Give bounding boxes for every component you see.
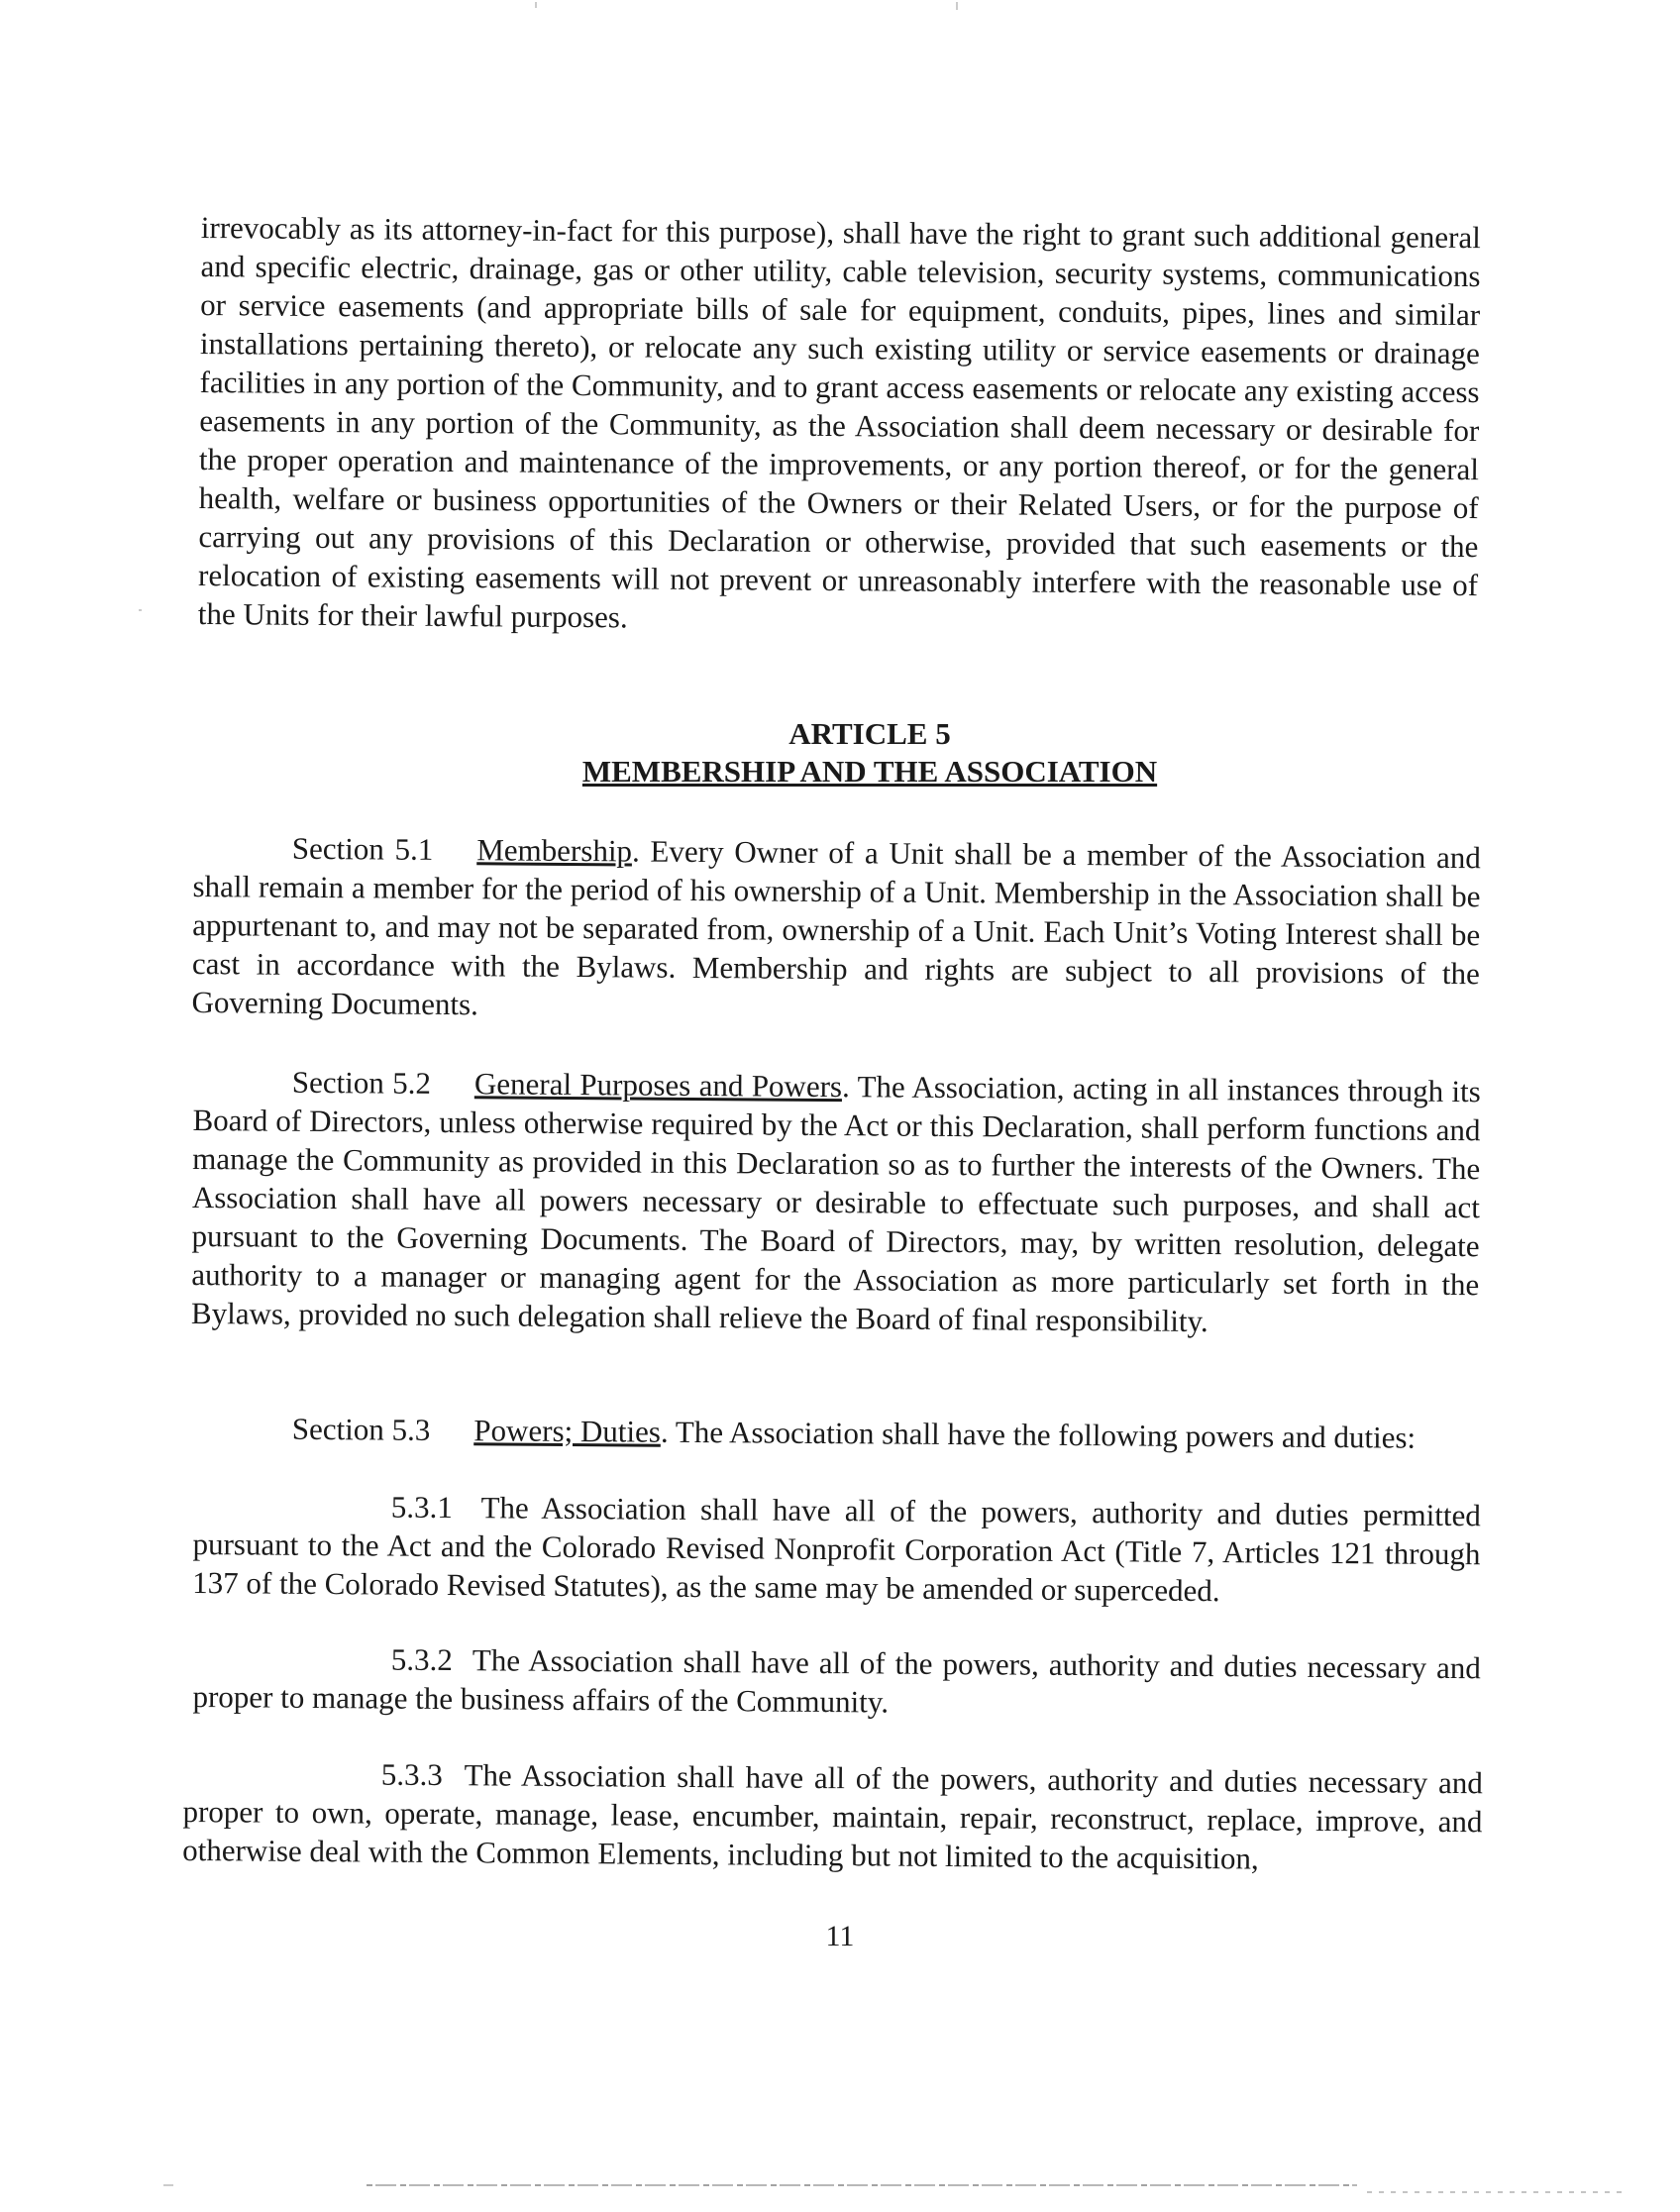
- scan-artifact-dot: [163, 2184, 173, 2186]
- page-number: 11: [825, 1920, 855, 1952]
- section-number: Section 5.2: [291, 1064, 432, 1101]
- subsection-number: 5.3.1: [390, 1489, 453, 1526]
- section-text: . The Association, acting in all instances through its Board of Directors, unless otherwise required by the Act or this Declaration, shall perform functions and manage the Community as provided in this Declaration so as to further the interests of the Owners. The Association shall have all powers necessary or desirable to effectuate such purposes, and shall act pursuant to the Governing Documents. The Board of Directors, may, by written resolution, delegate authority to a manager or managing agent for the Association as more particularly set forth in the Bylaws, provided no such delegation shall relieve the Board of final responsibility.: [190, 1069, 1481, 1339]
- section-5-1: [191, 828, 1480, 1031]
- subsection-5-3-1: [192, 1486, 1481, 1612]
- section-number: Section 5.1: [291, 830, 434, 867]
- subsection-text: The Association shall have all of the powers, authority and duties necessary and proper to manage the business affairs of the Community.: [192, 1642, 1481, 1720]
- scan-artifact-line: [367, 2184, 1357, 2186]
- section-text: . The Association shall have the following powers and duties:: [660, 1414, 1417, 1455]
- subsection-number: 5.3.2: [390, 1641, 453, 1678]
- scan-artifact-line-2: [1367, 2191, 1625, 2193]
- subsection-number: 5.3.3: [380, 1756, 443, 1793]
- section-5-2: [191, 1062, 1481, 1342]
- subsection-5-3-3: [182, 1753, 1483, 1879]
- section-title: General Purposes and Powers: [473, 1066, 843, 1105]
- subsection-text: The Association shall have all of the powers, authority and duties necessary and proper to own, operate, manage, lease, encumber, maintain, repair, reconstruct, replace, improve, and otherwise deal with the Common Elements, including but not limited to the acquisition,: [182, 1757, 1483, 1876]
- section-5-3: [193, 1409, 1481, 1457]
- article-title: [30, 753, 1680, 790]
- article-title-text: MEMBERSHIP AND THE ASSOCIATION: [581, 754, 1158, 789]
- scan-artifact-dot: [956, 2, 958, 10]
- subsection-text: The Association shall have all of the powers, authority and duties permitted pursuant to the Act and the Colorado Revised Nonprofit Corporation Act (Title 7, Articles 121 through 137 of the Colorado Revised Statutes), as the same may be amended or superceded.: [192, 1490, 1481, 1609]
- section-text: . Every Owner of a Unit shall be a member of the Association and shall remain a member for the period of his ownership of a Unit. Membership in the Association shall be appurtenant to, and may not be separated from, ownership of a Unit. Each Unit’s Voting Interest shall be cast in accordance with the Bylaws. Membership and rights are subject to all provisions of the Governing Documents.: [191, 833, 1481, 1022]
- article-number: ARTICLE 5: [788, 716, 951, 751]
- section-title: Powers; Duties: [473, 1413, 662, 1449]
- subsection-5-3-2: [192, 1638, 1481, 1726]
- scan-artifact-dot: [535, 2, 537, 8]
- section-number: Section 5.3: [291, 1411, 431, 1447]
- continued-paragraph: irrevocably as its attorney-in-fact for this purpose), shall have the right to grant such additional general and specific electric, drainage, gas or other utility, cable television, security systems, communications or service easements (and appropriate bills of sale for equipment, conduits, pipes, lines and similar installations pertaining thereto), or relocate any such existing utility or service easements or drainage facilities in any portion of the Community, and to grant access easements or relocate any existing access easements in any portion of the Community, as the Association shall deem necessary or desirable for the proper operation and maintenance of the improvements, or any portion thereof, or for the general health, welfare or business opportunities of the Owners or their Related Users, or for the purpose of carrying out any provisions of this Declaration or otherwise, provided that such easements or the relocation of existing easements will not prevent or unreasonably interfere with the reasonable use of the Units for their lawful purposes.: [197, 209, 1481, 635]
- scan-artifact-dot: [139, 609, 142, 611]
- section-title: Membership: [476, 832, 633, 869]
